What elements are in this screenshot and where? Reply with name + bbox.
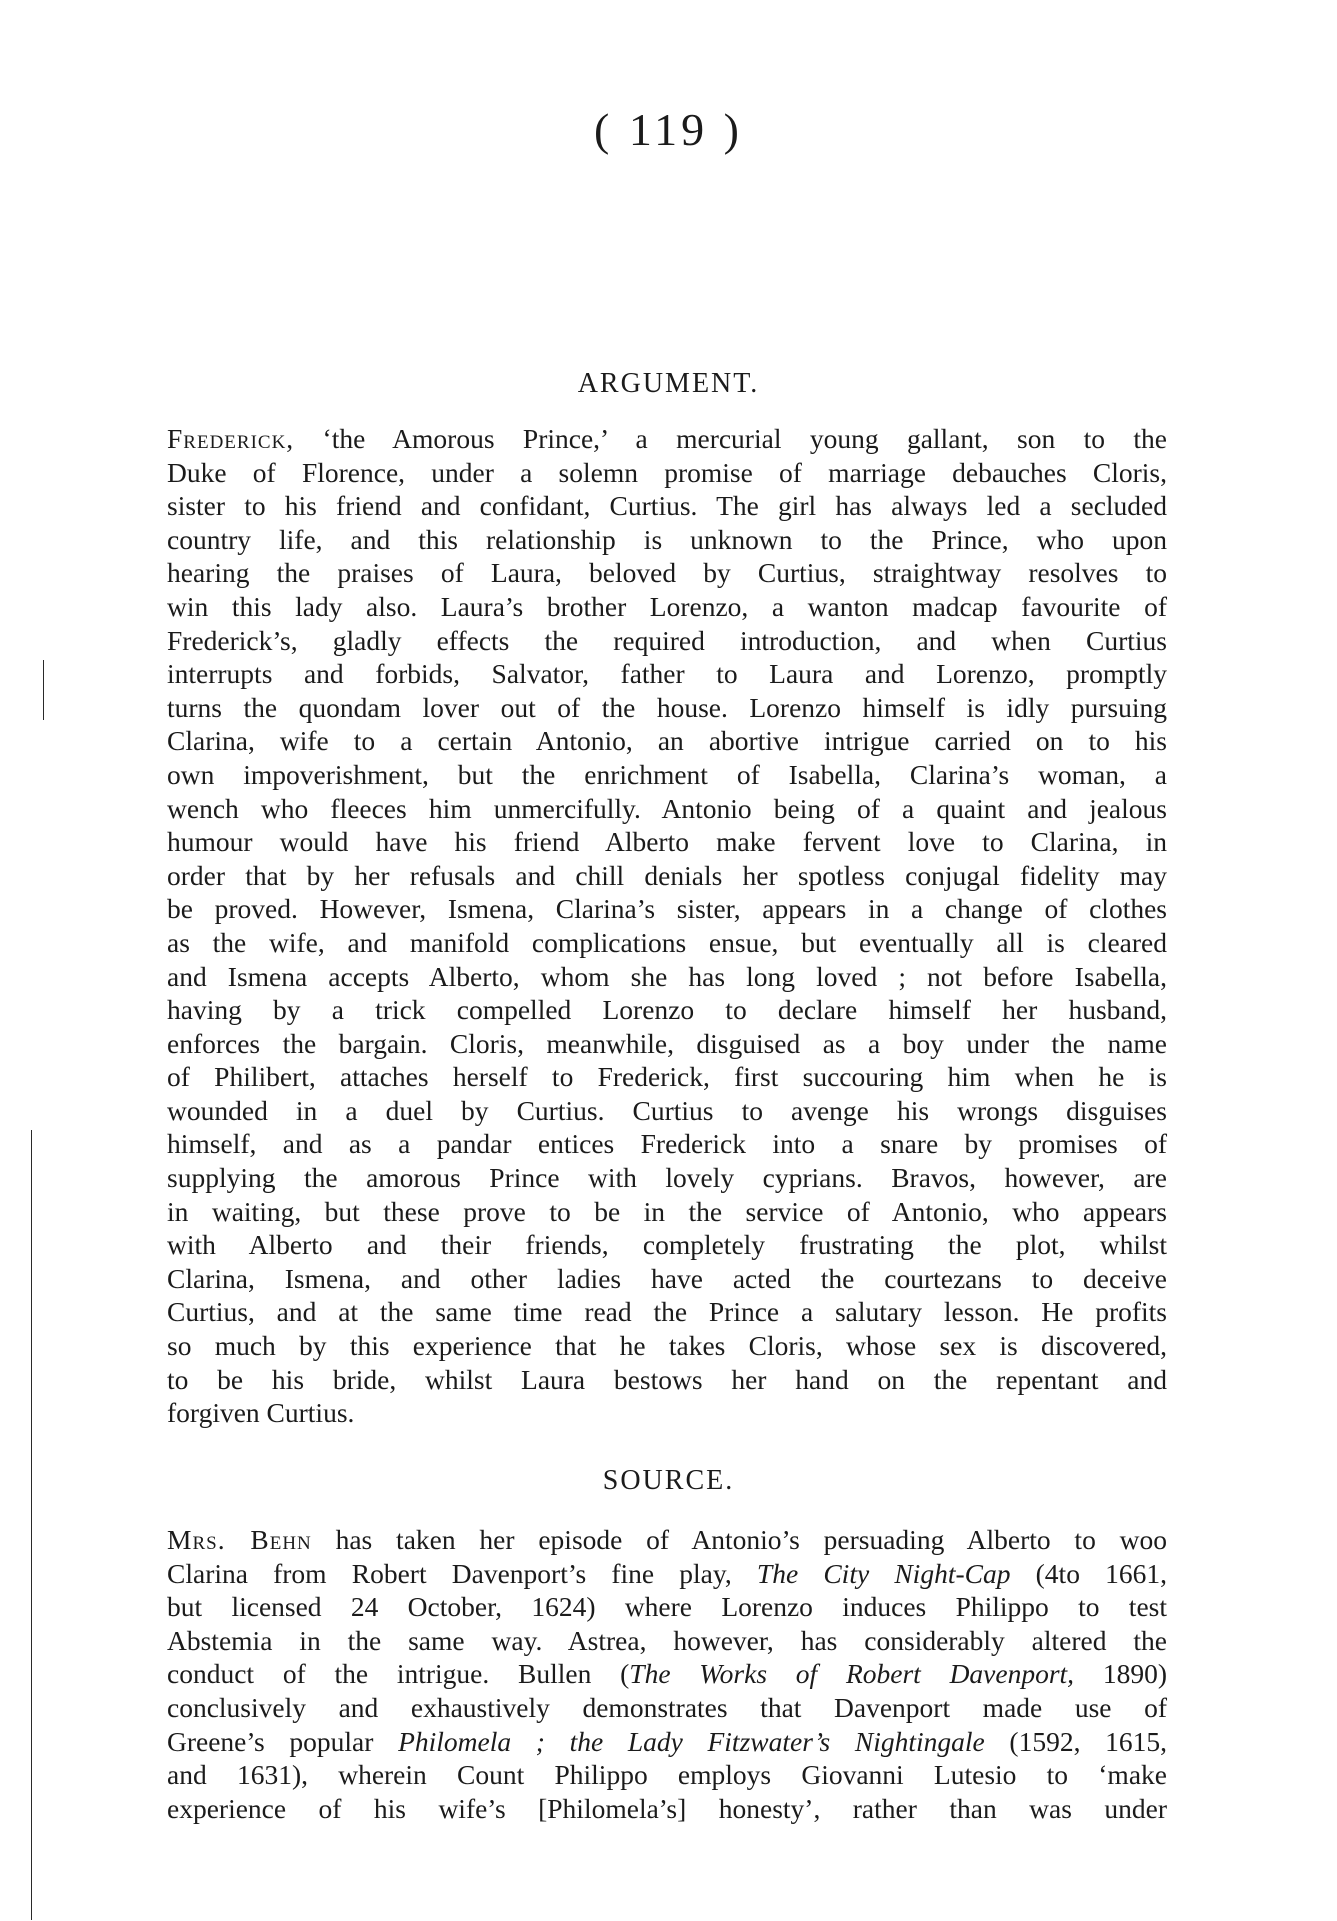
argument-line: country life, and this relationship is unknown to the Prince, who upon [167,523,1167,555]
scan-edge-line [43,660,44,720]
source-line: Abstemia in the same way. Astrea, however, has considerably altered the [167,1624,1167,1656]
argument-line: wounded in a duel by Curtius. Curtius to avenge his wrongs disguises [167,1094,1167,1126]
scan-edge-line [31,1130,32,1920]
argument-line: to be his bride, whilst Laura bestows her hand on the repentant and [167,1363,1167,1395]
source-line: but licensed 24 October, 1624) where Lorenzo induces Philippo to test [167,1591,1167,1623]
source-line: Clarina from Robert Davenport’s fine play, The City Night-Cap (4to 1661, [167,1557,1167,1589]
argument-line: as the wife, and manifold complications ensue, but eventually all is cleared [167,926,1167,958]
argument-line: so much by this experience that he takes Cloris, whose sex is discovered, [167,1330,1167,1362]
argument-line: own impoverishment, but the enrichment of Isabella, Clarina’s woman, a [167,758,1167,790]
source-line: conclusively and exhaustively demonstrates that Davenport made use of [167,1691,1167,1723]
source-line: conduct of the intrigue. Bullen (The Works of Robert Davenport, 1890) [167,1658,1167,1690]
argument-line: turns the quondam lover out of the house. Lorenzo himself is idly pursuing [167,691,1167,723]
argument-line: hearing the praises of Laura, beloved by Curtius, straightway resolves to [167,557,1167,589]
argument-line: Curtius, and at the same time read the Prince a salutary lesson. He profits [167,1296,1167,1328]
book-title: The Works of Robert Davenport, [629,1658,1075,1690]
argument-line: win this lady also. Laura’s brother Lorenzo, a wanton madcap favourite of [167,590,1167,622]
source-heading: SOURCE. [602,1465,735,1496]
argument-line: of Philibert, attaches herself to Frederick, first succouring him when he is [167,1061,1167,1093]
argument-line: Duke of Florence, under a solemn promise of marriage debauches Cloris, [167,456,1167,488]
argument-line: wench who fleeces him unmercifully. Antonio being of a quaint and jealous [167,792,1167,824]
argument-line: Clarina, Ismena, and other ladies have acted the courtezans to deceive [167,1262,1167,1294]
argument-heading: ARGUMENT. [577,368,760,399]
argument-line: order that by her refusals and chill denials her spotless conjugal fidelity may [167,859,1167,891]
author-name: Mrs. Behn [167,1524,312,1555]
argument-line: having by a trick compelled Lorenzo to declare himself her husband, [167,994,1167,1026]
argument-line: Frederick, ‘the Amorous Prince,’ a mercurial young gallant, son to the [167,423,1167,454]
work-title: Philomela ; the Lady Fitzwater’s Nightingale [398,1725,985,1757]
source-line: Greene’s popular Philomela ; the Lady Fitzwater’s Nightingale (1592, 1615, [167,1725,1167,1757]
argument-line: sister to his friend and confidant, Curtius. The girl has always led a secluded [167,490,1167,522]
source-paragraph [167,1523,1167,1825]
argument-line: himself, and as a pandar entices Frederick into a snare by promises of [167,1128,1167,1160]
source-line: Mrs. Behn has taken her episode of Antonio’s persuading Alberto to woo [167,1524,1167,1555]
argument-line: Clarina, wife to a certain Antonio, an abortive intrigue carried on to his [167,725,1167,757]
argument-line: forgiven Curtius. [167,1397,355,1429]
argument-paragraph [167,422,1167,1430]
source-line: experience of his wife’s [Philomela’s] honesty’, rather than was under [167,1792,1167,1824]
character-name: Frederick, [167,423,295,454]
page-number: ( 119 ) [594,104,743,155]
argument-line: with Alberto and their friends, completely frustrating the plot, whilst [167,1229,1167,1261]
argument-line: in waiting, but these prove to be in the service of Antonio, who appears [167,1195,1167,1227]
argument-line: supplying the amorous Prince with lovely cyprians. Bravos, however, are [167,1162,1167,1194]
argument-line: interrupts and forbids, Salvator, father to Laura and Lorenzo, promptly [167,658,1167,690]
argument-line: and Ismena accepts Alberto, whom she has long loved ; not before Isabella, [167,960,1167,992]
argument-line: Frederick’s, gladly effects the required introduction, and when Curtius [167,624,1167,656]
argument-line: enforces the bargain. Cloris, meanwhile, disguised as a boy under the name [167,1027,1167,1059]
argument-line: be proved. However, Ismena, Clarina’s sister, appears in a change of clothes [167,893,1167,925]
argument-line: humour would have his friend Alberto make fervent love to Clarina, in [167,826,1167,858]
play-title: The City Night-Cap [756,1557,1011,1589]
source-line: and 1631), wherein Count Philippo employs Giovanni Lutesio to ‘make [167,1759,1167,1791]
